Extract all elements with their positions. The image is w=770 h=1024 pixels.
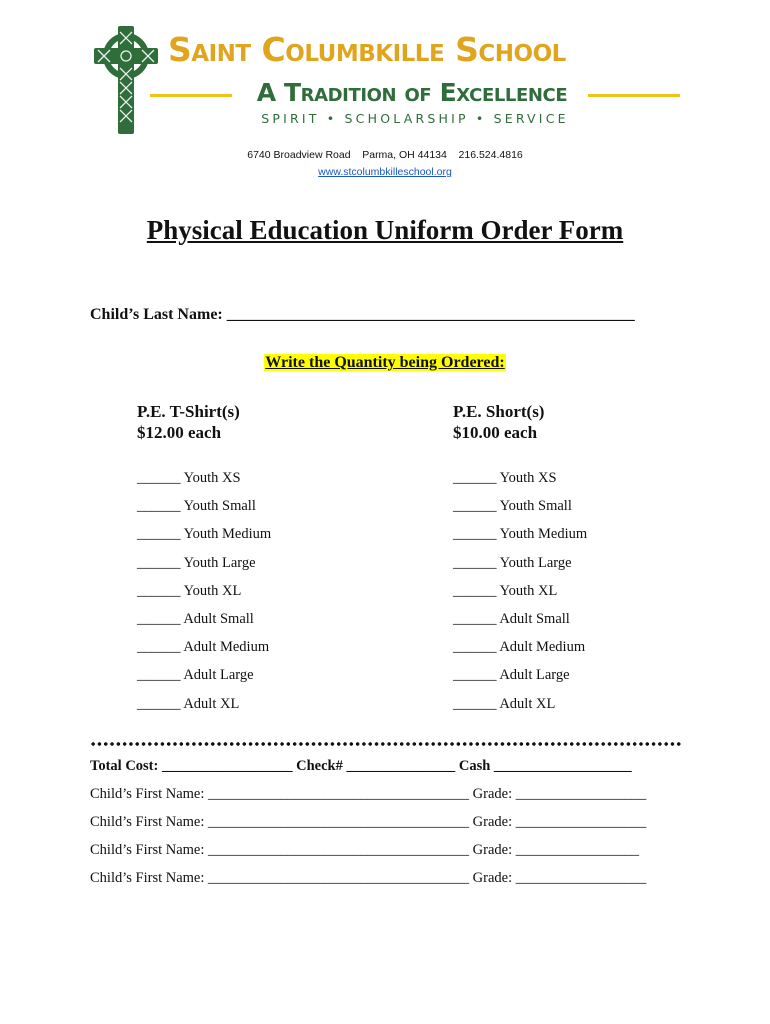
dotted-divider: [90, 741, 682, 747]
size-label: Adult Large: [499, 667, 570, 684]
child-first-name-field[interactable]: Child’s First Name: ____________________________________: [90, 814, 470, 830]
quantity-blank[interactable]: ______: [137, 526, 181, 543]
quantity-blank[interactable]: ______: [137, 554, 181, 571]
quantity-blank[interactable]: ______: [453, 611, 497, 627]
size-label: Youth Medium: [183, 526, 272, 543]
child-grade-field[interactable]: Grade: _________________: [472, 842, 639, 858]
size-label: Adult XL: [183, 695, 240, 712]
shorts-size-row: [453, 583, 557, 600]
school-tagline: A Tradition of Excellence: [256, 78, 568, 107]
tshirt-size-row: [137, 667, 254, 684]
quantity-instruction-text: Write the Quantity being Ordered:: [265, 354, 505, 371]
tshirt-size-row: [137, 555, 256, 572]
tshirt-heading-block: [137, 401, 240, 443]
form-title: Physical Education Uniform Order Form: [146, 215, 624, 245]
size-label: Adult Small: [499, 611, 570, 627]
size-label: Adult Large: [183, 667, 254, 684]
size-label: Youth XL: [499, 582, 558, 599]
tshirt-heading: P.E. T-Shirt(s): [137, 402, 240, 421]
child-row: [90, 842, 639, 859]
child-grade-field[interactable]: Grade: __________________: [472, 814, 647, 830]
size-label: Adult Small: [183, 611, 254, 627]
tshirt-size-row: [137, 639, 269, 656]
quantity-blank[interactable]: ______: [137, 639, 181, 656]
size-label: Youth Small: [499, 498, 572, 515]
quantity-blank[interactable]: ______: [453, 554, 497, 571]
child-first-name-field[interactable]: Child’s First Name: ____________________________________: [90, 786, 470, 802]
school-website-link[interactable]: www.stcolumbkilleschool.org: [318, 166, 452, 178]
quantity-blank[interactable]: ______: [453, 667, 497, 684]
quantity-blank[interactable]: ______: [453, 639, 497, 656]
quantity-blank[interactable]: ______: [137, 611, 181, 627]
check-number-field[interactable]: Check# _______________: [296, 758, 456, 774]
size-label: Youth XS: [499, 470, 557, 486]
quantity-blank[interactable]: ______: [453, 582, 497, 599]
shorts-heading: P.E. Short(s): [453, 402, 545, 421]
tagline-rule-left: [150, 94, 232, 97]
tshirt-size-row: [137, 498, 256, 515]
shorts-size-row: [453, 639, 585, 656]
size-label: Adult XL: [499, 695, 556, 712]
school-name: Saint Columbkille School: [168, 30, 566, 69]
shorts-size-row: [453, 498, 572, 515]
child-row: [90, 786, 646, 803]
shorts-size-row: [453, 526, 587, 543]
child-grade-field[interactable]: Grade: __________________: [472, 786, 647, 802]
child-grade-field[interactable]: Grade: __________________: [472, 870, 647, 886]
last-name-field[interactable]: Child’s Last Name: ___________________________________________________: [90, 306, 635, 323]
total-cost-field[interactable]: Total Cost: __________________: [90, 758, 293, 774]
size-label: Youth Medium: [499, 526, 588, 543]
child-row: [90, 814, 646, 831]
shorts-size-row: [453, 470, 557, 487]
tshirt-price: $12.00 each: [137, 423, 222, 442]
shorts-size-row: [453, 696, 555, 713]
size-label: Youth Large: [183, 554, 256, 571]
tshirt-size-row: [137, 526, 271, 543]
tshirt-size-row: [137, 470, 241, 487]
shorts-size-row: [453, 611, 570, 628]
tshirt-size-row: [137, 611, 254, 628]
size-label: Youth Small: [183, 498, 256, 515]
size-label: Youth XS: [183, 470, 241, 486]
quantity-blank[interactable]: ______: [453, 526, 497, 543]
size-label: Adult Medium: [499, 639, 586, 656]
shorts-size-row: [453, 555, 572, 572]
quantity-blank[interactable]: ______: [137, 667, 181, 684]
size-label: Adult Medium: [183, 639, 270, 656]
quantity-blank[interactable]: ______: [453, 695, 497, 712]
quantity-blank[interactable]: ______: [453, 470, 497, 486]
size-label: Youth XL: [183, 582, 242, 599]
quantity-blank[interactable]: ______: [453, 498, 497, 515]
quantity-blank[interactable]: ______: [137, 498, 181, 515]
child-row: [90, 870, 646, 887]
cash-field[interactable]: Cash ___________________: [458, 758, 632, 774]
quantity-instruction: [0, 354, 770, 372]
school-motto: SPIRIT • SCHOLARSHIP • SERVICE: [261, 111, 569, 126]
tagline-rule-right: [588, 94, 680, 97]
shorts-heading-block: [453, 401, 544, 443]
child-first-name-field[interactable]: Child’s First Name: ____________________________________: [90, 870, 470, 886]
tshirt-size-row: [137, 696, 239, 713]
quantity-blank[interactable]: ______: [137, 695, 181, 712]
size-label: Youth Large: [499, 554, 572, 571]
celtic-cross-icon: [90, 24, 162, 136]
shorts-size-row: [453, 667, 570, 684]
quantity-blank[interactable]: ______: [137, 470, 181, 486]
tshirt-size-row: [137, 583, 241, 600]
child-first-name-field[interactable]: Child’s First Name: ____________________________________: [90, 842, 470, 858]
shorts-price: $10.00 each: [453, 423, 538, 442]
payment-line: [90, 758, 632, 775]
school-address: 6740 Broadview Road Parma, OH 44134 216.524.4816: [247, 149, 523, 161]
quantity-blank[interactable]: ______: [137, 582, 181, 599]
